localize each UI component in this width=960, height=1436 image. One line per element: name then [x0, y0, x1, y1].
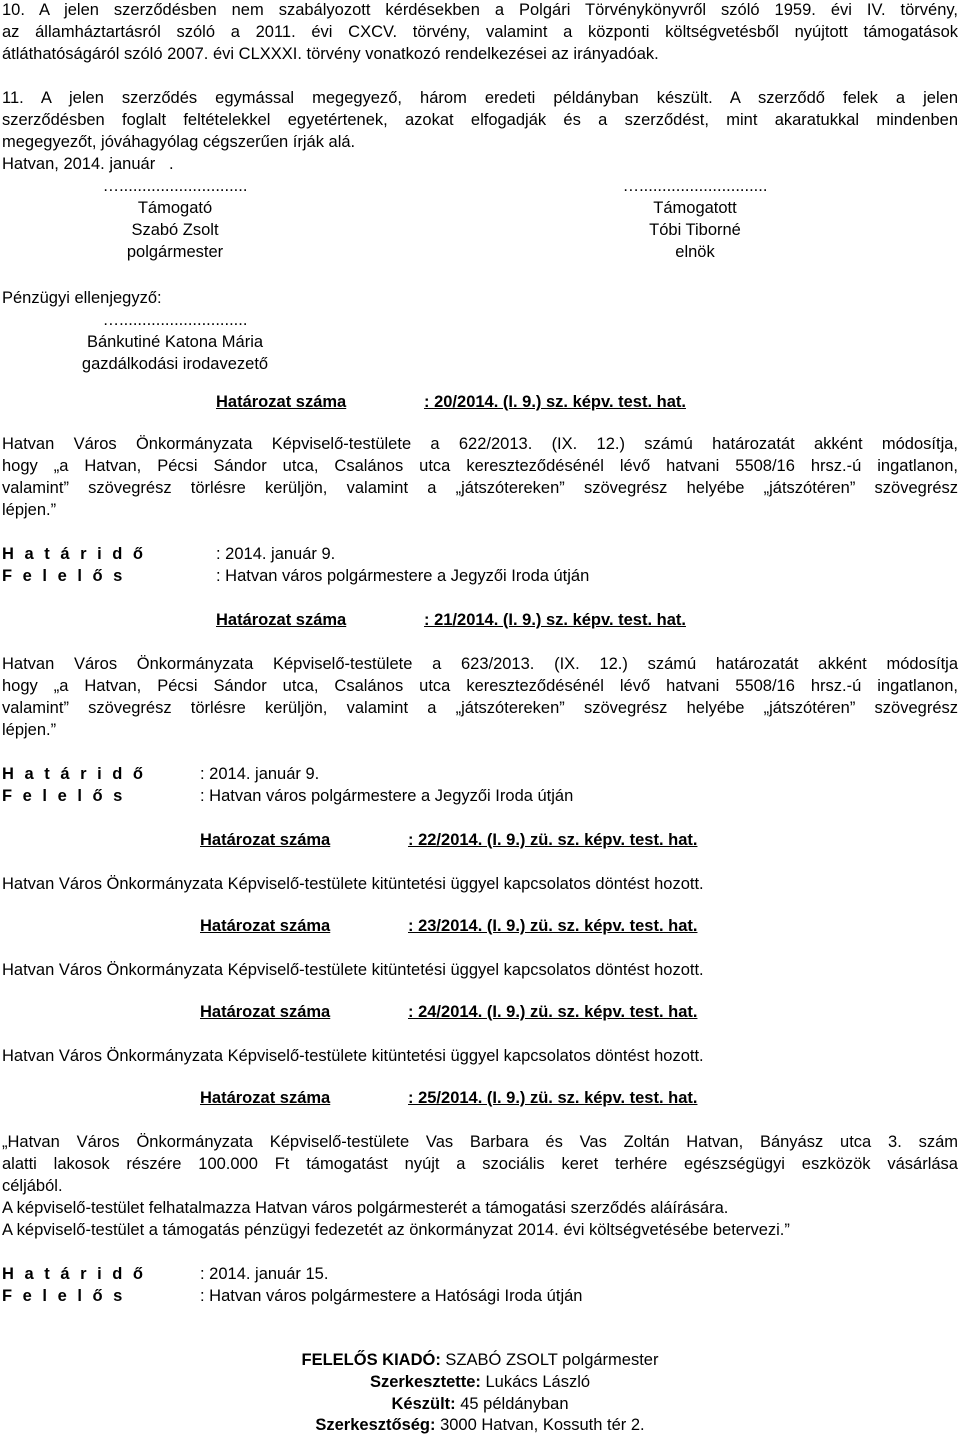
- res20-deadline-label: H a t á r i d ő: [2, 545, 147, 563]
- res25-number: : 25/2014. (I. 9.) zü. sz. képv. test. hat.: [408, 1089, 698, 1107]
- signature-left-name: Szabó Zsolt: [131, 221, 219, 239]
- footer-publisher-label: FELELŐS KIADÓ:: [301, 1351, 441, 1369]
- res20-resp-label: F e l e l ő s: [2, 567, 126, 585]
- res21-line1: Hatvan Város Önkormányzata Képviselő-testülete a 623/2013. (IX. 12.) számú határozatát akként módosítja: [2, 655, 958, 673]
- res25-line2: alatti lakosok részére 100.000 Ft támogatást nyújt a szociális keret terhére egészségügyi eszközök vásárlása: [2, 1155, 958, 1173]
- para11-line3: megegyezőt, jóváhagyólag cégszerűen írják alá.: [2, 133, 356, 151]
- para10-line1: 10. A jelen szerződésben nem szabályozott kérdésekben a Polgári Törvénykönyvről szóló 1959. évi IV. törvény,: [2, 1, 958, 19]
- res20-line1: Hatvan Város Önkormányzata Képviselő-testülete a 622/2013. (IX. 12.) számú határozatát akként módosítja,: [2, 435, 958, 453]
- para10-line2: az államháztartásról szóló a 2011. évi CXCV. törvény, valamint a központi költségvetésből nyújtott támogatások: [2, 23, 958, 41]
- res23-text: Hatvan Város Önkormányzata Képviselő-testülete kitüntetési üggyel kapcsolatos döntést hozott.: [2, 961, 704, 979]
- res25-resp-label: F e l e l ő s: [2, 1287, 126, 1305]
- res25-resp: : Hatvan város polgármestere a Hatósági Iroda útján: [200, 1287, 583, 1305]
- res21-label: Határozat száma: [216, 611, 347, 629]
- para11-line2: szerződésben foglalt feltételekkel egyetértenek, azokat elfogadják és a szerződést, mint akaratukkal mindenben: [2, 111, 958, 129]
- footer-office-label: Szerkesztőség:: [315, 1416, 436, 1434]
- res25-line3: céljából.: [2, 1177, 63, 1195]
- footer-copies-label: Készült:: [391, 1395, 456, 1413]
- res25-deadline: : 2014. január 15.: [200, 1265, 329, 1283]
- finance-label: Pénzügyi ellenjegyző:: [2, 289, 162, 307]
- res20-line4: lépjen.”: [2, 501, 57, 519]
- res25-deadline-label: H a t á r i d ő: [2, 1265, 147, 1283]
- res20-line3: valamint” szövegrész törlésre kerüljön, valamint a „játszótereken” szövegrész helyébe „játszótéren” szövegrész: [2, 479, 958, 497]
- res25-label: Határozat száma: [200, 1089, 331, 1107]
- res21-deadline: : 2014. január 9.: [200, 765, 320, 783]
- res25-line5: A képviselő-testület a támogatás pénzügyi fedezetét az önkormányzat 2014. évi költségvetésébe betervezi.”: [2, 1221, 790, 1239]
- res21-line2: hogy „a Hatvan, Pécsi Sándor utca, Csalános utca kereszteződésénél lévő hatvani 5508/16 hrsz.-ú ingatlanon,: [2, 677, 958, 695]
- res21-line4: lépjen.”: [2, 721, 57, 739]
- res20-deadline: : 2014. január 9.: [216, 545, 336, 563]
- signature-right-title: elnök: [675, 243, 715, 261]
- footer-copies-value: 45 példányban: [455, 1395, 569, 1413]
- res21-number: : 21/2014. (I. 9.) sz. képv. test. hat.: [424, 611, 686, 629]
- res25-line1: „Hatvan Város Önkormányzata Képviselő-testülete Vas Barbara és Vas Zoltán Hatvan, Bányász utca 3. szám: [2, 1133, 958, 1151]
- signature-right-role: Támogatott: [653, 199, 737, 217]
- finance-dots: …............................: [102, 311, 248, 329]
- res20-label: Határozat száma: [216, 393, 347, 411]
- footer-office-value: 3000 Hatvan, Kossuth tér 2.: [435, 1416, 645, 1434]
- res21-deadline-label: H a t á r i d ő: [2, 765, 147, 783]
- finance-title: gazdálkodási irodavezető: [81, 355, 269, 373]
- res24-label: Határozat száma: [200, 1003, 331, 1021]
- place-date: Hatvan, 2014. január .: [2, 155, 174, 173]
- res23-number: : 23/2014. (I. 9.) zü. sz. képv. test. hat.: [408, 917, 698, 935]
- footer-office: [0, 1414, 960, 1436]
- signature-left-dots: …............................: [102, 177, 248, 195]
- res21-resp: : Hatvan város polgármestere a Jegyzői Iroda útján: [200, 787, 574, 805]
- signature-right-dots: …............................: [622, 177, 768, 195]
- res21-resp-label: F e l e l ő s: [2, 787, 126, 805]
- res24-number: : 24/2014. (I. 9.) zü. sz. képv. test. hat.: [408, 1003, 698, 1021]
- res23-label: Határozat száma: [200, 917, 331, 935]
- signature-left-role: Támogató: [137, 199, 213, 217]
- res22-label: Határozat száma: [200, 831, 331, 849]
- footer-editor: [0, 1371, 960, 1393]
- res20-resp: : Hatvan város polgármestere a Jegyzői Iroda útján: [216, 567, 590, 585]
- res22-number: : 22/2014. (I. 9.) zü. sz. képv. test. hat.: [408, 831, 698, 849]
- res24-text: Hatvan Város Önkormányzata Képviselő-testülete kitüntetési üggyel kapcsolatos döntést hozott.: [2, 1047, 704, 1065]
- res20-number: : 20/2014. (I. 9.) sz. képv. test. hat.: [424, 393, 686, 411]
- signature-left-title: polgármester: [126, 243, 224, 261]
- res20-line2: hogy „a Hatvan, Pécsi Sándor utca, Csalános utca kereszteződésénél lévő hatvani 5508/16 hrsz.-ú ingatlanon,: [2, 457, 958, 475]
- footer-editor-value: Lukács László: [480, 1373, 591, 1391]
- footer-editor-label: Szerkesztette:: [369, 1373, 481, 1391]
- para11-line1: 11. A jelen szerződés egymással megegyező, három eredeti példányban készült. A szerződő felek a jelen: [2, 89, 958, 107]
- res21-line3: valamint” szövegrész törlésre kerüljön, valamint a „játszótereken” szövegrész helyébe „játszótéren” szövegrész: [2, 699, 958, 717]
- finance-name: Bánkutiné Katona Mária: [86, 333, 264, 351]
- footer-publisher: [0, 1349, 960, 1371]
- footer-copies: [0, 1393, 960, 1415]
- signature-right-name: Tóbi Tiborné: [649, 221, 741, 239]
- para10-line3: átláthatóságáról szóló 2007. évi CLXXXI. törvény vonatkozó rendelkezései az irányadóak.: [2, 45, 659, 63]
- res22-text: Hatvan Város Önkormányzata Képviselő-testülete kitüntetési üggyel kapcsolatos döntést hozott.: [2, 875, 704, 893]
- res25-line4: A képviselő-testület felhatalmazza Hatvan város polgármesterét a támogatási szerződés aláírására.: [2, 1199, 729, 1217]
- footer-publisher-value: SZABÓ ZSOLT polgármester: [440, 1351, 659, 1369]
